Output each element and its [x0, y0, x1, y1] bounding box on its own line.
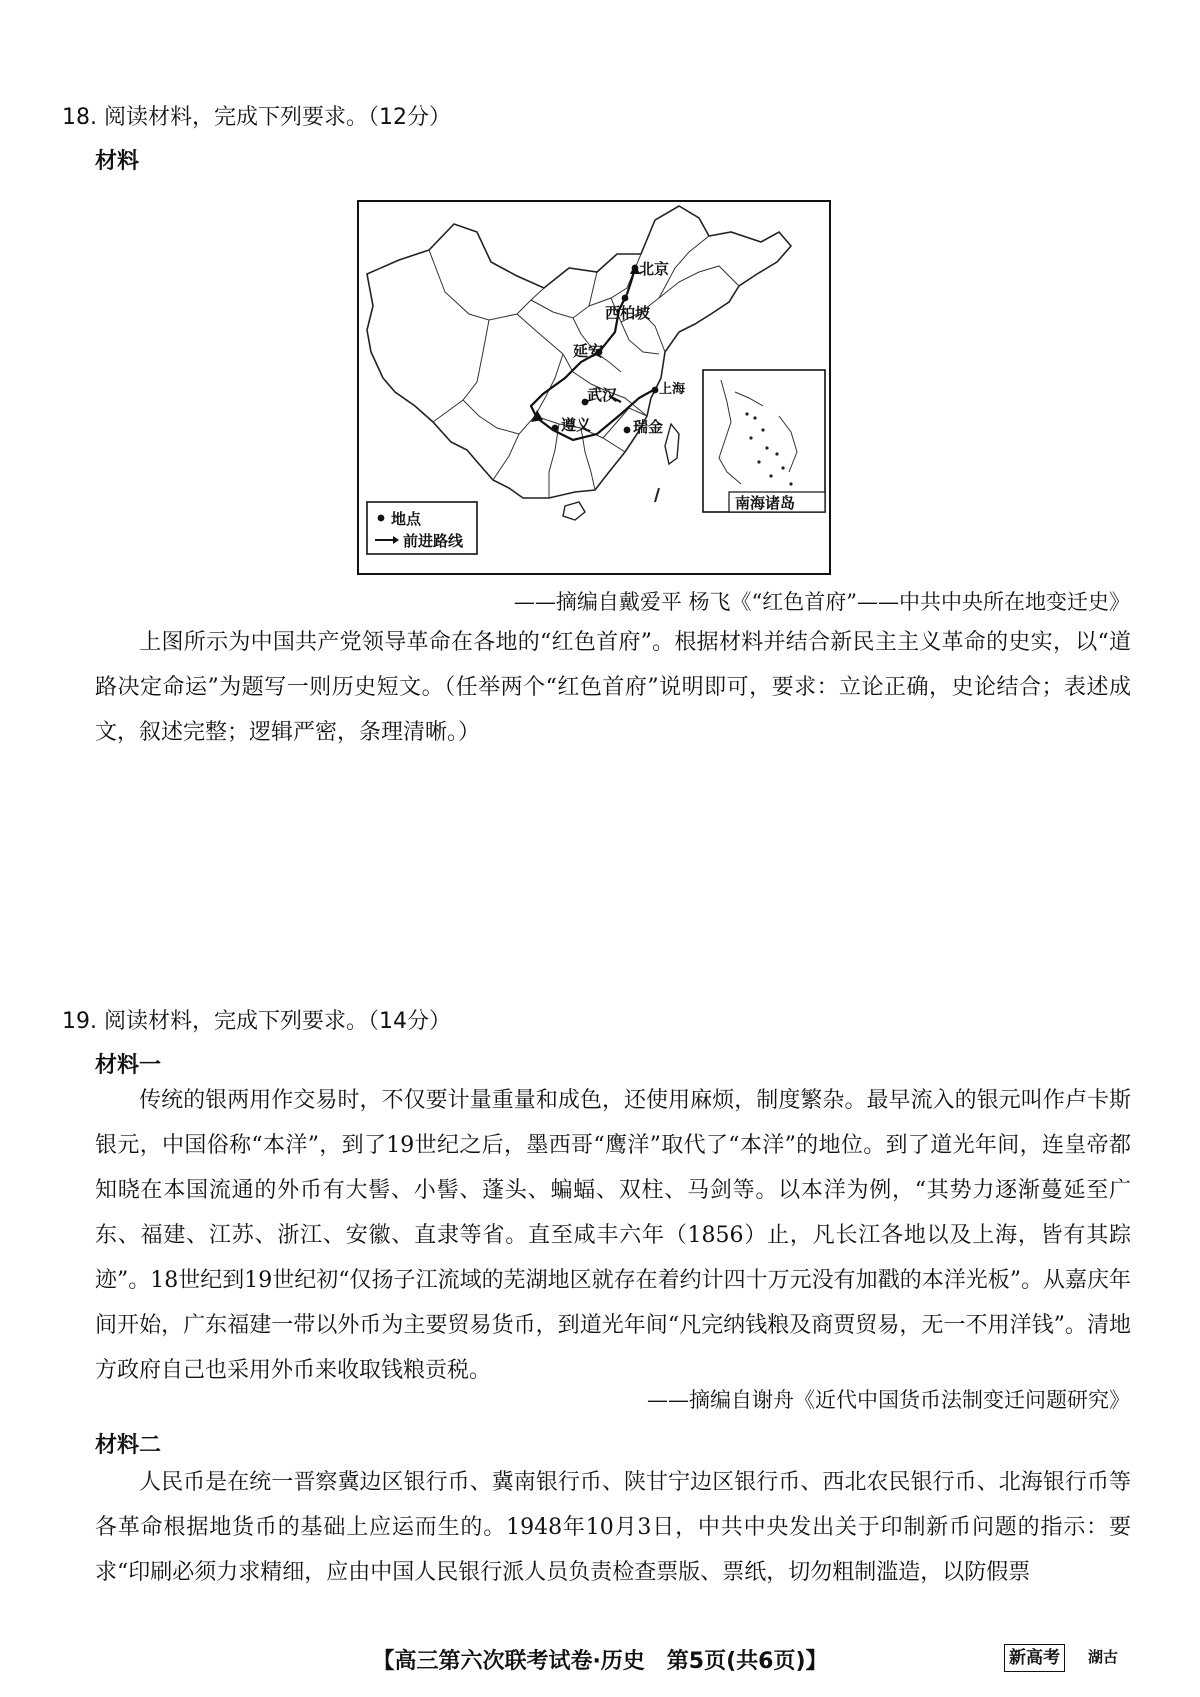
- q19-material2-text: 人民币是在统一晋察冀边区银行币、冀南银行币、陕甘宁边区银行币、西北农民银行币、北海银行币等各革命根据地货币的基础上应运而生的。1948年10月3日，中共中央发出关于印制新币问题的指示：要求“印刷必须力求精细，应由中国人民银行派人员负责检查票版、票纸，切勿粗制滥造，以防假票: [95, 1470, 1131, 1585]
- footer-region: 湖古: [1088, 1648, 1119, 1666]
- page-footer: [0, 1644, 1200, 1680]
- map-label-beijing: 北京: [639, 260, 670, 278]
- q18-material-label: 材料: [95, 149, 140, 174]
- q19-material1-label: 材料一: [95, 1053, 162, 1078]
- q19-material1-text: 传统的银两用作交易时，不仅要计量重量和成色，还使用麻烦，制度繁杂。最早流入的银元叫作卢卡斯银元，中国俗称“本洋”，到了19世纪之后，墨西哥“鹰洋”取代了“本洋”的地位。到了道光年间，连皇帝都知晓在本国流通的外币有大髻、小髻、蓬头、蝙蝠、双柱、马剑等。以本洋为例，“其势力逐渐蔓延至广东、福建、江苏、浙江、安徽、直隶等省。直至咸丰六年（1856）止，凡长江各地以及上海，皆有其踪迹”。18世纪到19世纪初“仅扬子江流域的芜湖地区就存在着约计四十万元没有加戳的本洋光板”。从嘉庆年间开始，广东福建一带以外币为主要贸易货币，到道光年间“凡完纳钱粮及商贾贸易，无一不用洋钱”。清地方政府自己也采用外币来收取钱粮贡税。: [95, 1088, 1131, 1383]
- map-label-yanan: 延安: [573, 342, 604, 360]
- q19-title: 19. 阅读材料，完成下列要求。（14分）: [62, 1009, 451, 1034]
- q18-prompt: 上图所示为中国共产党领导革命在各地的“红色首府”。根据材料并结合新民主主义革命的史实，以“道路决定命运”为题写一则历史短文。（任举两个“红色首府”说明即可，要求：立论正确，史论结合；表述成文，叙述完整；逻辑严密，条理清晰。）: [95, 630, 1131, 745]
- inset-label: 南海诸岛: [735, 494, 796, 512]
- q18-source: ——摘编自戴爱平 杨飞《“红色首府”——中共中央所在地变迁史》: [513, 590, 1130, 614]
- q18-title: 18. 阅读材料，完成下列要求。（12分）: [62, 105, 451, 130]
- footer-exam-info: 【高三第六次联考试卷·历史 第5页(共6页)】: [372, 1649, 828, 1674]
- map-label-zunyi: 遵义: [561, 416, 592, 434]
- legend-point-label: 地点: [391, 510, 422, 528]
- inset-frame: [703, 370, 825, 512]
- q19-material2-label: 材料二: [95, 1433, 162, 1458]
- legend-route-label: 前进路线: [403, 532, 464, 550]
- q19-material1-source: ——摘编自谢舟《近代中国货币法制变迁问题研究》: [647, 1388, 1130, 1412]
- map-label-shanghai: 上海: [659, 382, 686, 397]
- footer-badge: 新高考: [1004, 1644, 1065, 1672]
- map-label-xibaipo: 西柏坡: [605, 304, 651, 322]
- hainan-island: [563, 502, 585, 520]
- map-label-ruijin: 瑞金: [633, 418, 664, 436]
- china-map-figure: [357, 200, 831, 575]
- taiwan-island: [665, 424, 679, 464]
- map-label-wuhan: 武汉: [587, 386, 618, 404]
